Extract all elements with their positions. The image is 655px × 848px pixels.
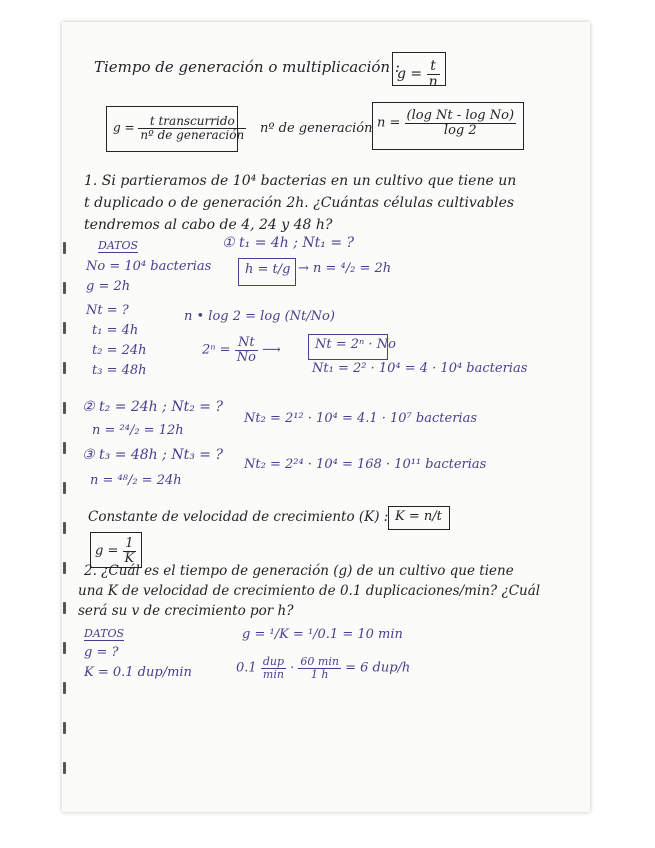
nt2-result: Nt₂ = 2¹² · 10⁴ = 4.1 · 10⁷ bacterias	[244, 411, 477, 426]
g-formula-fraction: $\frac{t}{n}$	[428, 58, 438, 90]
g-definition-fraction: $\frac{\text{t transcurrido}}{\text{nº de generación}}$	[140, 114, 245, 142]
datos-item: t₃ = 48h	[92, 363, 147, 378]
g-formula-box	[392, 52, 446, 90]
step3-n-value: n = ⁴⁸/₂ = 24h	[90, 473, 182, 488]
k-formula-box: K = n/t	[388, 506, 450, 530]
generation-formula-fraction: $\frac{\text{(log Nt - log No)}}{\log 2}$	[406, 108, 515, 138]
exponential-equation: 2ⁿ = $\frac{Nt}{No}$ ⟶	[202, 335, 281, 365]
datos-item: t₁ = 4h	[92, 323, 139, 338]
unit-conversion: 0.1 $\frac{\text{dup}}{\min}$ · $\frac{60 \min}{1 h}$ = 6 dup/h	[236, 655, 411, 681]
g-definition-lhs: g =	[113, 120, 135, 135]
step2-heading: ② t₂ = 24h ; Nt₂ = ?	[82, 399, 223, 415]
generation-label: nº de generación	[260, 121, 373, 136]
problem2-datos-title: DATOS	[84, 627, 125, 640]
step1-heading: ① t₁ = 4h ; Nt₁ = ?	[222, 235, 355, 251]
log-equation: n • log 2 = log (Nt/No)	[184, 309, 335, 324]
datos-item: g = 2h	[86, 279, 131, 294]
g-definition-box	[106, 106, 245, 152]
step1-n-value: → n = ⁴/₂ = 2h	[298, 261, 392, 276]
step1-formula-box: h = t/g	[238, 258, 296, 286]
datos-item: No = 10⁴ bacterias	[86, 259, 212, 274]
datos-item: t₂ = 24h	[92, 343, 147, 358]
problem1-line2: t duplicado o de generación 2h. ¿Cuántas células cultivables	[84, 195, 515, 211]
problem1-datos-title: DATOS	[98, 239, 139, 252]
spiral-binding	[62, 22, 70, 812]
problem2-line2: una K de velocidad de crecimiento de 0.1 duplicaciones/min? ¿Cuál	[78, 583, 541, 599]
g-calculation: g = ¹/K = ¹/0.1 = 10 min	[242, 627, 403, 642]
problem1-line3: tendremos al cabo de 4, 24 y 48 h?	[84, 217, 333, 233]
notebook-page	[62, 22, 590, 812]
g-inverse-box: g = $\frac{1}{K}$	[90, 532, 142, 568]
g-formula-lhs: g =	[397, 66, 423, 83]
constante-title: Constante de velocidad de crecimiento (K) :	[88, 509, 389, 525]
generation-formula-lhs: n =	[377, 115, 401, 131]
step3-heading: ③ t₃ = 48h ; Nt₃ = ?	[82, 447, 223, 463]
step2-n-value: n = ²⁴/₂ = 12h	[92, 423, 184, 438]
generation-formula-box	[372, 102, 524, 150]
datos-item: Nt = ?	[86, 303, 129, 318]
problem1-line1: 1. Si partieramos de 10⁴ bacterias en un cultivo que tiene un	[84, 173, 517, 189]
problem2-line3: será su v de crecimiento por h?	[78, 603, 294, 619]
header-title: Tiempo de generación o multiplicación :	[94, 58, 400, 76]
problem2-line1: 2. ¿Cuál es el tiempo de generación (g) de un cultivo que tiene	[84, 563, 514, 579]
datos-item: K = 0.1 dup/min	[84, 665, 192, 680]
nt-formula-box: Nt = 2ⁿ · No	[308, 334, 388, 360]
datos-item: g = ?	[84, 645, 119, 660]
nt3-result: Nt₂ = 2²⁴ · 10⁴ = 168 · 10¹¹ bacterias	[244, 457, 487, 472]
nt1-result: Nt₁ = 2² · 10⁴ = 4 · 10⁴ bacterias	[312, 361, 528, 376]
